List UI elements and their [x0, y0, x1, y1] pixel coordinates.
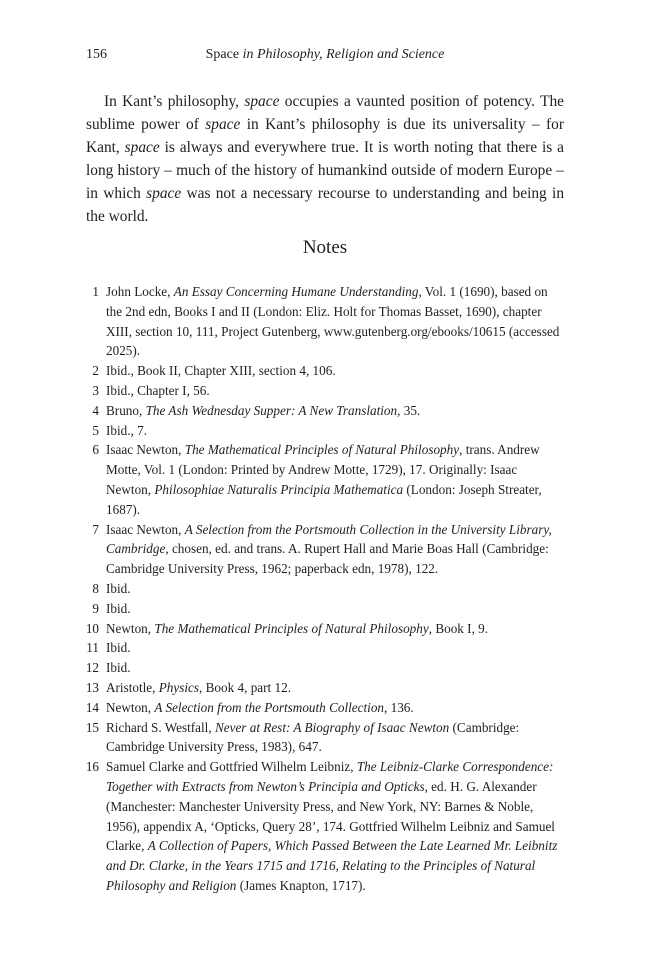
note-title-italic: Physics [158, 679, 200, 695]
note-number: 7 [92, 521, 99, 537]
note-item [80, 619, 564, 639]
note-text: (James Knapton, 1717). [236, 877, 366, 893]
note-text: Isaac Newton, [106, 442, 185, 458]
body-text-segment: In Kant’s philosophy, [104, 93, 245, 110]
body-text-italic: space [146, 185, 182, 202]
note-item [80, 440, 564, 519]
note-text: Ibid. [106, 580, 131, 596]
note-text: Ibid. [106, 600, 131, 616]
note-item [80, 638, 564, 658]
note-text: (London: Joseph Streater, 1687). [106, 481, 542, 517]
note-title-italic: A Selection from the Portsmouth Collection [154, 699, 385, 715]
note-item [80, 381, 564, 401]
note-text: Richard S. Westfall, [106, 719, 215, 735]
note-text: (Cambridge: Cambridge University Press, 1983), 647. [106, 719, 520, 755]
body-text-segment: is always and everywhere true. It is worth noting that there is a long history – much of the history of humankind outside of modern Europe – in which [86, 139, 564, 202]
note-number: 15 [85, 719, 99, 735]
note-text: Newton, [106, 699, 155, 715]
note-title-italic: The Mathematical Principles of Natural Philosophy [184, 442, 460, 458]
note-text: Ibid., Book II, Chapter XIII, section 4, 106. [106, 363, 336, 379]
page-header [86, 45, 564, 65]
note-text: , Book I, 9. [428, 620, 489, 636]
note-text: Ibid. [106, 640, 131, 656]
note-number: 2 [92, 363, 99, 379]
note-item [80, 282, 564, 361]
note-item [80, 658, 564, 678]
body-text-italic: space [124, 139, 160, 156]
note-text: , chosen, ed. and trans. A. Rupert Hall and Marie Boas Hall (Cambridge: Cambridge University Press, 1962; paperback edn, 1978), 122. [106, 541, 549, 577]
body-text-segment: occupies a vaunted position of potency. The sublime power of [86, 93, 564, 133]
note-text: Aristotle, [106, 679, 159, 695]
body-paragraph [86, 90, 564, 228]
note-number: 3 [92, 382, 99, 398]
note-title-italic: The Ash Wednesday Supper: A New Translation [145, 402, 398, 418]
note-title-italic: Philosophiae Naturalis Principia Mathematica [154, 481, 404, 497]
note-number: 6 [92, 442, 99, 458]
note-title-italic: A Selection from the Portsmouth Collection in the University Library, Cambridge [106, 521, 552, 557]
note-title-italic: The Mathematical Principles of Natural Philosophy [154, 620, 429, 636]
body-text-segment: in Kant’s philosophy is due its universality – for Kant, [86, 116, 564, 156]
note-text: , trans. Andrew Motte, Vol. 1 (London: Printed by Andrew Motte, 1729), 17. Originally: Isaac Newton, [106, 442, 540, 497]
note-number: 8 [92, 580, 99, 596]
note-item [80, 401, 564, 421]
note-item [80, 718, 564, 758]
note-title-italic: Never at Rest: A Biography of Isaac Newton [214, 719, 450, 735]
note-text: , Vol. 1 (1690), based on the 2nd edn, Books I and II (London: Eliz. Holt for Thomas Basset, 1690), chapter XIII, section 10, 111, Project Gutenberg, www.gutenberg.org/ebooks/10615 (accessed 2025). [106, 284, 560, 359]
note-number: 13 [85, 679, 99, 695]
note-item [80, 599, 564, 619]
body-text-italic: space [244, 93, 280, 110]
note-text: Ibid. [106, 660, 131, 676]
note-number: 16 [85, 759, 99, 775]
note-text: Ibid., 7. [106, 422, 148, 438]
note-text: , Book 4, part 12. [199, 679, 291, 695]
note-number: 14 [85, 699, 99, 715]
note-number: 12 [85, 660, 99, 676]
note-item [80, 520, 564, 579]
note-text: Ibid., Chapter I, 56. [106, 382, 210, 398]
note-text: Isaac Newton, [106, 521, 185, 537]
note-text: John Locke, [106, 284, 174, 299]
note-title-italic: A Collection of Papers, Which Passed Between the Late Learned Mr. Leibnitz and Dr. Clarke, in the Years 1715 and 1716, Relating to the Principles of Natural Philosophy and Religion [106, 838, 558, 893]
running-head-italic: in Philosophy, Religion and Science [242, 47, 445, 62]
notes-list [80, 282, 564, 896]
body-text-italic: space [205, 116, 241, 133]
running-head-text: Space [205, 47, 243, 62]
note-title-italic: An Essay Concerning Humane Understanding [173, 284, 419, 299]
note-item [80, 421, 564, 441]
note-number: 11 [86, 640, 99, 656]
body-text-segment: was not a necessary recourse to understanding and being in the world. [86, 185, 565, 225]
note-number: 5 [92, 422, 99, 438]
note-text: , ed. H. G. Alexander (Manchester: Manchester University Press, and New York, NY: Barnes & Noble, 1956), appendix A, ‘Opticks, Query 28’, 174. Gottfried Wilhelm Leibniz and Samuel Clarke, [106, 778, 555, 854]
note-text: , 136. [384, 699, 414, 715]
note-title-italic: The Leibniz-Clarke Correspondence: Together with Extracts from Newton’s Principia and Opticks [106, 759, 554, 794]
note-text: , 35. [397, 402, 421, 418]
note-item [80, 361, 564, 381]
note-item [80, 678, 564, 698]
note-number: 9 [92, 600, 99, 616]
page-number: 156 [86, 47, 107, 62]
note-item [80, 698, 564, 718]
note-text: Newton, [106, 620, 155, 636]
note-text: Bruno, [106, 402, 146, 418]
note-item [80, 757, 564, 896]
note-number: 1 [92, 284, 99, 299]
note-item [80, 579, 564, 599]
note-number: 10 [85, 620, 99, 636]
note-text: Samuel Clarke and Gottfried Wilhelm Leibniz, [106, 759, 357, 775]
running-head [86, 45, 564, 65]
note-number: 4 [92, 402, 99, 418]
notes-heading: Notes [302, 237, 348, 258]
